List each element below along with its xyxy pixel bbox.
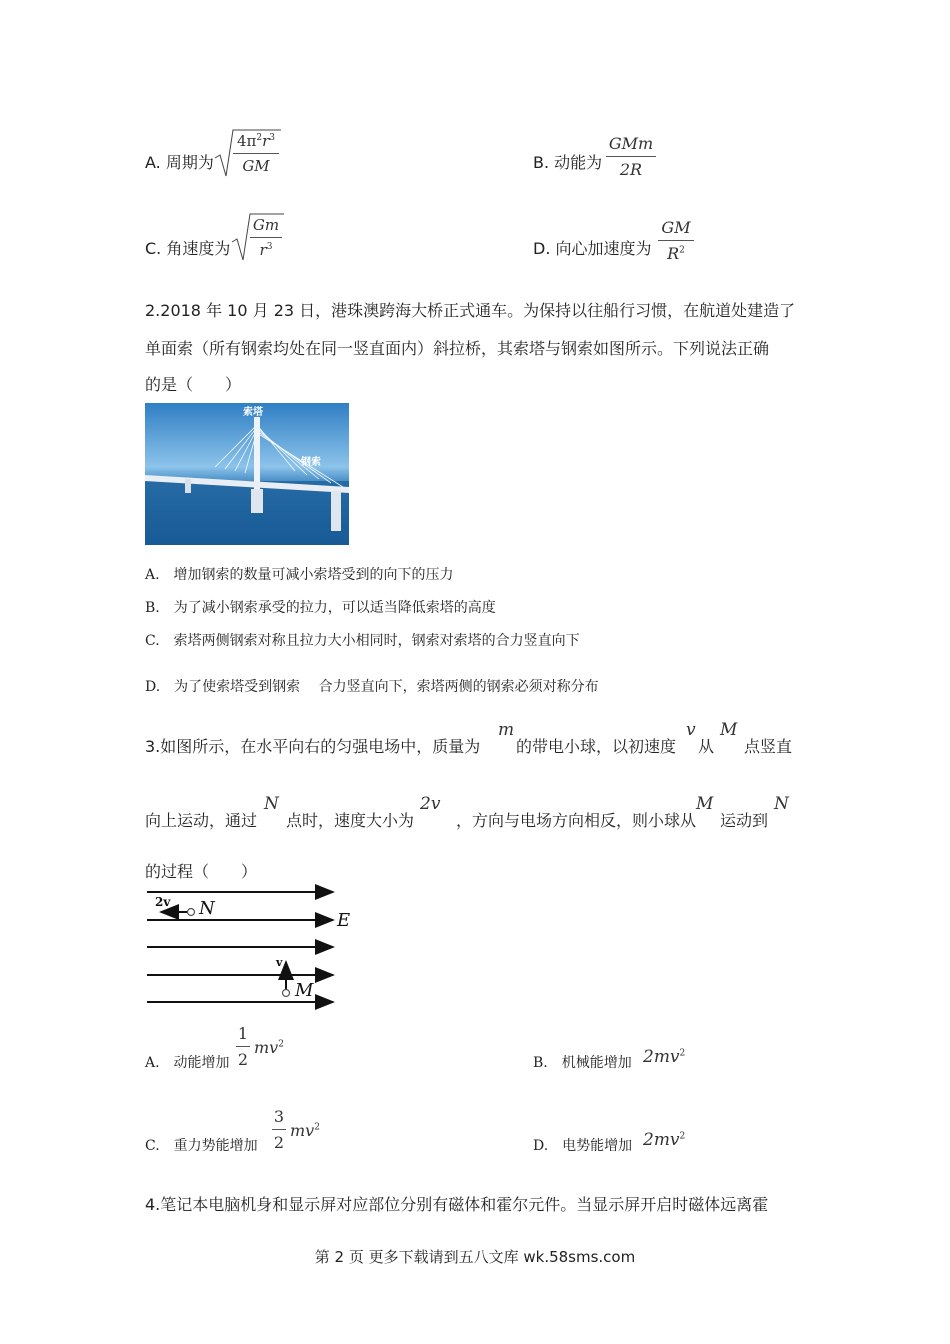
var-N: N bbox=[774, 794, 789, 814]
label-2v: 2v bbox=[155, 895, 171, 909]
q2-option-d: D. 为了使索塔受到钢索 合力竖直向下，索塔两侧的钢索必须对称分布 bbox=[145, 679, 599, 695]
q3-line1-c: 从 bbox=[698, 737, 715, 756]
q3-line2-a: 向上运动，通过 bbox=[145, 811, 258, 830]
label-cable: 钢索 bbox=[301, 457, 321, 468]
var-v: v bbox=[686, 720, 696, 740]
fraction-three-halves: 3 2 bbox=[273, 1107, 285, 1152]
var-M: M bbox=[720, 720, 738, 740]
expr-mv2: $mv^2$ bbox=[290, 1121, 320, 1140]
expr-mv2: $mv^2$ bbox=[254, 1038, 284, 1057]
q3-line1-a: 3.如图所示，在水平向右的匀强电场中，质量为 bbox=[145, 737, 481, 756]
q2-option-b: B. 为了减小钢索承受的拉力，可以适当降低索塔的高度 bbox=[145, 600, 496, 616]
q3-option-b-label: B. 机械能增加 bbox=[533, 1055, 632, 1071]
q3-line2-d: 运动到 bbox=[720, 811, 769, 830]
label-tower: 索塔 bbox=[243, 407, 263, 418]
q1-option-c-fraction: Gm $r^3$ bbox=[250, 216, 282, 259]
q1-option-d-fraction: GM $R^2$ bbox=[658, 218, 694, 263]
q3-line2-c: ，方向与电场方向相反，则小球从 bbox=[456, 811, 697, 830]
q1-option-a-label: A. 周期为 bbox=[145, 153, 214, 172]
q3-line1-d: 点竖直 bbox=[744, 737, 793, 756]
q1-option-d-label: D. 向心加速度为 bbox=[533, 239, 652, 258]
electric-field-diagram bbox=[145, 884, 365, 1010]
var-M: M bbox=[696, 794, 714, 814]
q4-line-1: 4.笔记本电脑机身和显示屏对应部位分别有磁体和霍尔元件。当显示屏开启时磁体远离霍 bbox=[145, 1195, 769, 1214]
q3-option-a-label: A. 动能增加 bbox=[145, 1055, 230, 1071]
expr-2mv2: $2mv^2$ bbox=[643, 1130, 686, 1150]
q1-option-b-label: B. 动能为 bbox=[533, 153, 603, 172]
q3-line2-b: 点时，速度大小为 bbox=[286, 811, 415, 830]
expr-2mv2: $2mv^2$ bbox=[643, 1047, 686, 1067]
var-N: N bbox=[264, 794, 279, 814]
label-E: E bbox=[337, 910, 351, 931]
fraction-one-half: 1 2 bbox=[237, 1024, 249, 1069]
q2-option-c: C. 索塔两侧钢索对称且拉力大小相同时，钢索对索塔的合力竖直向下 bbox=[145, 633, 580, 649]
q1-option-a-fraction: $4\pi^2r^3$ GM bbox=[233, 132, 279, 175]
q2-line-1: 2.2018 年 10 月 23 日，港珠澳跨海大桥正式通车。为保持以往船行习惯，在航道处建造了 bbox=[145, 301, 796, 320]
label-v: v bbox=[276, 956, 283, 969]
label-N: N bbox=[199, 898, 215, 919]
q1-option-c-label: C. 角速度为 bbox=[145, 239, 231, 258]
q2-line-2: 单面索（所有钢索均处在同一竖直面内）斜拉桥，其索塔与钢索如图所示。下列说法正确 bbox=[145, 339, 770, 358]
page-footer: 第 2 页 更多下载请到五八文库 wk.58sms.com bbox=[314, 1248, 636, 1266]
q2-line-3: 的是（ ） bbox=[145, 375, 242, 394]
var-2v: 2v bbox=[420, 794, 441, 814]
q3-option-c-label: C. 重力势能增加 bbox=[145, 1138, 258, 1154]
q3-line-3: 的过程（ ） bbox=[145, 862, 258, 881]
bridge-photo bbox=[145, 403, 349, 545]
q3-line1-b: 的带电小球，以初速度 bbox=[516, 737, 677, 756]
q1-option-b-fraction: GMm 2R bbox=[606, 134, 656, 179]
label-M: M bbox=[295, 980, 314, 1001]
q3-option-d-label: D. 电势能增加 bbox=[533, 1138, 633, 1154]
var-m: m bbox=[498, 720, 515, 740]
q2-option-a: A. 增加钢索的数量可减小索塔受到的向下的压力 bbox=[145, 567, 454, 583]
